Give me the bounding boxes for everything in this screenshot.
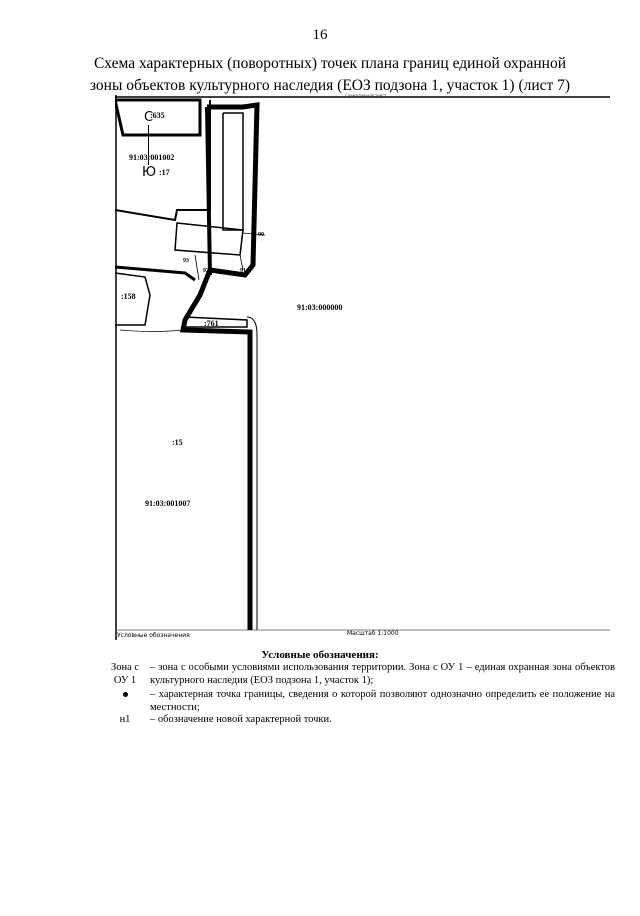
legend-heading: Условные обозначения: bbox=[261, 649, 379, 661]
legend-item-new-point bbox=[105, 713, 615, 727]
legend-text-point: – характерная точка границы, сведения о которой позволяют однозначно определить ее положение на местности; bbox=[150, 689, 615, 713]
legend-text-zone: – зона с особыми условиями использования территории. Зона с ОУ 1 – единая охранная зона объектов культурного наследия (ЕОЗ подзона 1, участок 1); bbox=[150, 662, 615, 686]
label-93: 93 bbox=[183, 258, 189, 264]
zone-boundary bbox=[183, 105, 257, 630]
legend-item-point bbox=[105, 688, 615, 716]
label-158: :158 bbox=[121, 292, 136, 301]
legend-symbol-point bbox=[105, 688, 145, 701]
map-footer-legend: Условные обозначения bbox=[117, 632, 190, 639]
map-scale: Масштаб 1:1000 bbox=[347, 630, 399, 637]
legend-symbol-new-point: н1 bbox=[119, 714, 131, 725]
page-title: Схема характерных (поворотных) точек плана границ единой охранной зоны объектов культурного наследия (ЕОЗ подзона 1, участок 1) (лист 7) bbox=[89, 55, 571, 94]
legend-item-zone bbox=[105, 661, 615, 689]
label-635: :635 bbox=[150, 111, 165, 120]
point-dot-icon bbox=[123, 692, 128, 697]
leader-93 bbox=[195, 255, 199, 280]
label-91: 91 bbox=[240, 268, 246, 274]
map-header-small: Схематичный текст bbox=[345, 93, 387, 98]
building-tower bbox=[223, 113, 243, 230]
parcel-158-top bbox=[115, 267, 195, 280]
page-number: 16 bbox=[312, 27, 328, 43]
label-quarter-001007: 91:03:001007 bbox=[145, 499, 191, 508]
label-17: :17 bbox=[159, 168, 170, 177]
label-92: 92 bbox=[203, 268, 209, 274]
compass-south: Ю bbox=[142, 165, 157, 180]
boundary-map bbox=[115, 95, 610, 640]
legend-symbol-zone: Зона с ОУ 1 bbox=[110, 662, 140, 686]
label-90: 90 bbox=[258, 232, 264, 238]
label-15: :15 bbox=[172, 438, 183, 447]
label-quarter-000000: 91:03:000000 bbox=[297, 303, 343, 312]
legend-text-new-point: – обозначение новой характерной точки. bbox=[150, 714, 332, 725]
thin-line bbox=[120, 330, 183, 332]
map-drawing bbox=[115, 95, 610, 640]
label-89: 89 bbox=[205, 109, 211, 115]
label-quarter-001002: 91:03:001002 bbox=[129, 153, 175, 162]
compass-north: С bbox=[144, 110, 154, 125]
label-761: :761 bbox=[204, 319, 219, 328]
